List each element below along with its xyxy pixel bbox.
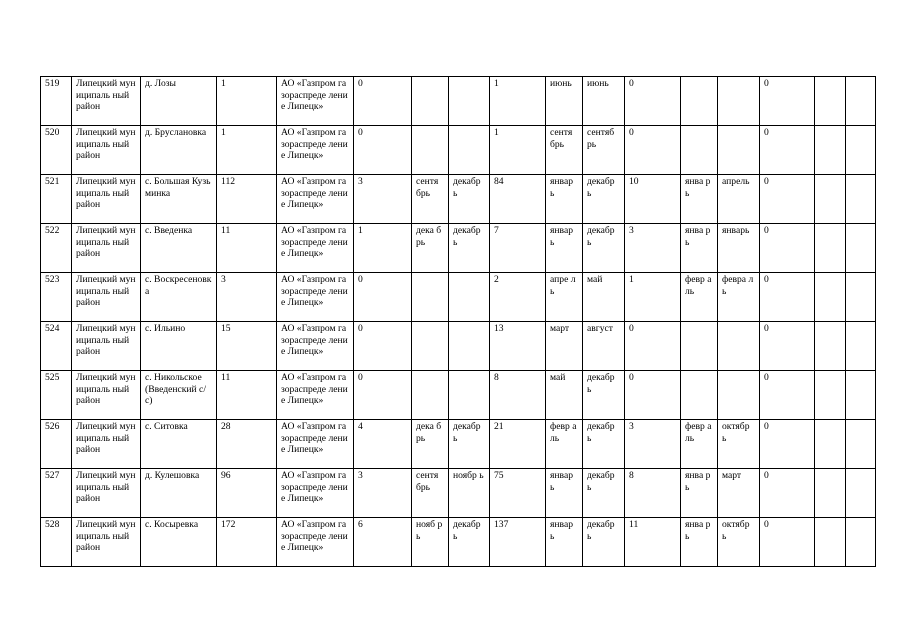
table-cell — [681, 322, 718, 371]
table-cell: 28 — [217, 420, 277, 469]
table-cell: 112 — [217, 175, 277, 224]
table-cell: АО «Газпром газораспреде ление Липецк» — [277, 175, 354, 224]
table-cell — [815, 469, 846, 518]
table-cell — [815, 224, 846, 273]
table-cell: 6 — [354, 518, 412, 567]
table-cell: АО «Газпром газораспреде ление Липецк» — [277, 518, 354, 567]
table-cell: 96 — [217, 469, 277, 518]
table-cell: 15 — [217, 322, 277, 371]
table-cell: АО «Газпром газораспреде ление Липецк» — [277, 420, 354, 469]
table-cell: декабр ь — [449, 175, 490, 224]
table-cell: дека брь — [412, 420, 449, 469]
table-cell: 1 — [625, 273, 681, 322]
table-cell — [681, 371, 718, 420]
table-cell: январь — [718, 224, 760, 273]
table-cell — [412, 371, 449, 420]
table-cell: 1 — [217, 126, 277, 175]
table-cell — [846, 322, 876, 371]
table-cell: сентяб рь — [583, 126, 625, 175]
table-cell — [815, 371, 846, 420]
table-cell: 3 — [217, 273, 277, 322]
table-cell: февр аль — [681, 420, 718, 469]
table-cell: сентя брь — [412, 469, 449, 518]
table-cell: 0 — [760, 175, 815, 224]
table-cell: декабр ь — [449, 224, 490, 273]
table-cell: 522 — [41, 224, 72, 273]
table-cell: 0 — [760, 126, 815, 175]
table-cell: 527 — [41, 469, 72, 518]
table-cell: 524 — [41, 322, 72, 371]
table-cell: январ ь — [546, 518, 583, 567]
table-row — [41, 322, 876, 371]
table-cell: 0 — [354, 77, 412, 126]
table-cell — [846, 273, 876, 322]
table-cell: янва рь — [681, 224, 718, 273]
table-cell: Липецкий муниципаль ный район — [72, 322, 141, 371]
table-cell: февр аль — [546, 420, 583, 469]
table-cell: декабр ь — [583, 420, 625, 469]
table-cell — [412, 77, 449, 126]
table-cell: август — [583, 322, 625, 371]
table-cell: Липецкий муниципаль ный район — [72, 518, 141, 567]
table-cell — [449, 126, 490, 175]
table-cell — [815, 322, 846, 371]
table-cell: Липецкий муниципаль ный район — [72, 126, 141, 175]
table-cell: 519 — [41, 77, 72, 126]
table-cell: июнь — [546, 77, 583, 126]
table-cell: 0 — [760, 322, 815, 371]
table-cell: АО «Газпром газораспреде ление Липецк» — [277, 322, 354, 371]
table-cell: декабр ь — [583, 469, 625, 518]
table-cell: АО «Газпром газораспреде ление Липецк» — [277, 126, 354, 175]
table-cell: май — [546, 371, 583, 420]
table-row — [41, 420, 876, 469]
table-cell: нояб рь — [412, 518, 449, 567]
table-cell: д. Бруслановка — [141, 126, 217, 175]
table-cell: 0 — [760, 77, 815, 126]
table-cell — [449, 273, 490, 322]
table-cell — [412, 322, 449, 371]
table-cell — [815, 420, 846, 469]
table-cell: июнь — [583, 77, 625, 126]
table-cell: январ ь — [546, 175, 583, 224]
table-cell — [412, 273, 449, 322]
table-cell: 0 — [354, 126, 412, 175]
table-cell: д. Лозы — [141, 77, 217, 126]
table-cell: 13 — [490, 322, 546, 371]
table-cell — [846, 77, 876, 126]
table-cell: 1 — [354, 224, 412, 273]
table-cell: сентя брь — [546, 126, 583, 175]
table-cell: 172 — [217, 518, 277, 567]
table-cell: 0 — [760, 518, 815, 567]
table-cell — [846, 224, 876, 273]
table-row — [41, 77, 876, 126]
table-cell: март — [718, 469, 760, 518]
table-cell: 11 — [217, 224, 277, 273]
table-cell: с. Введенка — [141, 224, 217, 273]
table-cell: Липецкий муниципаль ный район — [72, 224, 141, 273]
table-cell: 11 — [217, 371, 277, 420]
table-cell: ноябр ь — [449, 469, 490, 518]
table-cell: февра ль — [718, 273, 760, 322]
table-cell — [718, 126, 760, 175]
table-row — [41, 175, 876, 224]
table-cell: с. Воскресеновк а — [141, 273, 217, 322]
table-cell: май — [583, 273, 625, 322]
table-cell — [815, 175, 846, 224]
table-cell: декабр ь — [583, 175, 625, 224]
table-cell: октябр ь — [718, 420, 760, 469]
table-cell: д. Кулешовка — [141, 469, 217, 518]
table-cell: 1 — [217, 77, 277, 126]
table-cell: 0 — [760, 224, 815, 273]
table-cell — [846, 371, 876, 420]
table-cell: дека брь — [412, 224, 449, 273]
table-cell: с. Ситовка — [141, 420, 217, 469]
table-row — [41, 469, 876, 518]
table-cell: Липецкий муниципаль ный район — [72, 469, 141, 518]
table-cell: 10 — [625, 175, 681, 224]
table-cell: янва рь — [681, 175, 718, 224]
table-cell — [815, 77, 846, 126]
table-cell: с. Ильино — [141, 322, 217, 371]
table-cell — [815, 126, 846, 175]
table-cell: 1 — [490, 126, 546, 175]
table-cell: 7 — [490, 224, 546, 273]
table-cell: с. Косыревка — [141, 518, 217, 567]
table-cell: 8 — [490, 371, 546, 420]
table-cell — [846, 126, 876, 175]
table-cell: 84 — [490, 175, 546, 224]
table-cell — [449, 77, 490, 126]
table-cell: февр аль — [681, 273, 718, 322]
table-cell: 21 — [490, 420, 546, 469]
table-cell — [718, 322, 760, 371]
table-row — [41, 273, 876, 322]
table-cell: 0 — [354, 273, 412, 322]
table-cell — [846, 469, 876, 518]
table-cell: 0 — [760, 469, 815, 518]
table-cell — [846, 420, 876, 469]
table-cell: декабр ь — [449, 518, 490, 567]
table-cell: 11 — [625, 518, 681, 567]
table-cell — [681, 77, 718, 126]
table-cell: Липецкий муниципаль ный район — [72, 273, 141, 322]
table-cell: 4 — [354, 420, 412, 469]
table-row — [41, 371, 876, 420]
table-cell: 0 — [625, 322, 681, 371]
table-cell: Липецкий муниципаль ный район — [72, 420, 141, 469]
table-cell: 525 — [41, 371, 72, 420]
table-cell — [815, 273, 846, 322]
table-cell: 523 — [41, 273, 72, 322]
table-cell — [718, 77, 760, 126]
table-cell: АО «Газпром газораспреде ление Липецк» — [277, 224, 354, 273]
table-cell: АО «Газпром газораспреде ление Липецк» — [277, 77, 354, 126]
table-cell: АО «Газпром газораспреде ление Липецк» — [277, 273, 354, 322]
table-cell: 0 — [625, 77, 681, 126]
table-row — [41, 518, 876, 567]
table-cell: апре ль — [546, 273, 583, 322]
table-row — [41, 126, 876, 175]
table-cell: 8 — [625, 469, 681, 518]
table-cell: АО «Газпром газораспреде ление Липецк» — [277, 469, 354, 518]
table-cell: январ ь — [546, 224, 583, 273]
table-row — [41, 224, 876, 273]
table-cell: янва рь — [681, 518, 718, 567]
table-cell: октябр ь — [718, 518, 760, 567]
table-cell: Липецкий муниципаль ный район — [72, 77, 141, 126]
table-cell: Липецкий муниципаль ный район — [72, 371, 141, 420]
table-cell: апрель — [718, 175, 760, 224]
table-cell: декабр ь — [583, 518, 625, 567]
table-cell — [846, 518, 876, 567]
table-cell: 1 — [490, 77, 546, 126]
table-cell: 3 — [625, 224, 681, 273]
table-cell: 2 — [490, 273, 546, 322]
table-body — [41, 77, 876, 567]
table-cell: янва рь — [681, 469, 718, 518]
table-cell: декабр ь — [583, 224, 625, 273]
table-cell: 0 — [354, 322, 412, 371]
table-cell: с. Никольское (Введенский с/с) — [141, 371, 217, 420]
table-cell: АО «Газпром газораспреде ление Липецк» — [277, 371, 354, 420]
table-cell — [681, 126, 718, 175]
gasification-schedule-table — [40, 76, 876, 567]
table-cell: 0 — [625, 371, 681, 420]
table-cell: 137 — [490, 518, 546, 567]
table-cell: 3 — [625, 420, 681, 469]
table-cell: 3 — [354, 175, 412, 224]
table-cell: март — [546, 322, 583, 371]
table-cell: 0 — [625, 126, 681, 175]
table-cell — [846, 175, 876, 224]
table-cell: 0 — [354, 371, 412, 420]
table-cell — [718, 371, 760, 420]
table-cell: 521 — [41, 175, 72, 224]
table-cell: 0 — [760, 371, 815, 420]
table-cell: 526 — [41, 420, 72, 469]
table-cell — [449, 322, 490, 371]
table-cell: с. Большая Кузьминка — [141, 175, 217, 224]
table-cell: сентя брь — [412, 175, 449, 224]
table-cell: 0 — [760, 420, 815, 469]
table-cell — [449, 371, 490, 420]
table-cell — [815, 518, 846, 567]
table-cell: 75 — [490, 469, 546, 518]
table-cell: январ ь — [546, 469, 583, 518]
table-cell: Липецкий муниципаль ный район — [72, 175, 141, 224]
table-cell: 528 — [41, 518, 72, 567]
table-cell: декабр ь — [583, 371, 625, 420]
table-cell: декабр ь — [449, 420, 490, 469]
table-cell: 0 — [760, 273, 815, 322]
table-cell: 3 — [354, 469, 412, 518]
table-cell — [412, 126, 449, 175]
table-cell: 520 — [41, 126, 72, 175]
